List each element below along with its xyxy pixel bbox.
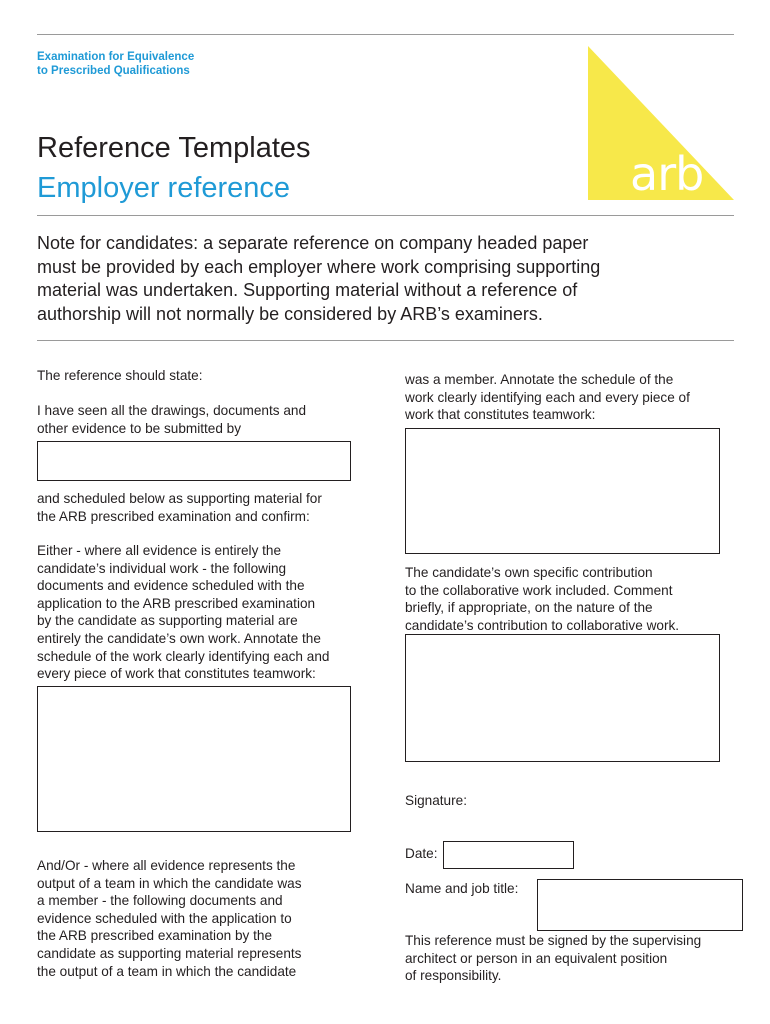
scheduled-line: and scheduled below as supporting material for [37, 491, 322, 506]
member-statement [405, 371, 690, 424]
signing-note-line: This reference must be signed by the supervising [405, 933, 702, 948]
signing-note [405, 932, 701, 985]
seen-line: other evidence to be submitted by [37, 420, 242, 436]
either-line: candidate’s individual work - the following [37, 560, 287, 576]
either-line: by the candidate as supporting material are [37, 613, 298, 629]
name-title-label: Name and job title: [405, 881, 519, 896]
note-line: Note for candidates: a separate reference on company headed paper [37, 233, 589, 253]
page-title: Reference Templates [37, 132, 311, 164]
seen-statement [37, 402, 306, 437]
andor-line: the output of a team in which the candidate [37, 963, 297, 979]
andor-line: evidence scheduled with the application to [37, 910, 292, 926]
signing-note-line: of responsibility. [405, 968, 502, 984]
either-line: Either - where all evidence is entirely the [37, 543, 282, 558]
teamwork-schedule-field[interactable] [405, 428, 720, 554]
date-field[interactable] [443, 841, 574, 869]
scheduled-line: the ARB prescribed examination and confirm: [37, 508, 310, 524]
member-line: work that constitutes teamwork: [405, 407, 596, 423]
contribution-line: candidate’s contribution to collaborative work. [405, 617, 680, 633]
logo-text: arb [630, 147, 704, 200]
reference-intro: The reference should state: [37, 368, 203, 383]
andor-line: output of a team in which the candidate was [37, 875, 302, 891]
page-subheading: Employer reference [37, 172, 291, 204]
andor-line: And/Or - where all evidence represents the [37, 858, 296, 873]
arb-logo [588, 46, 734, 200]
andor-line: a member - the following documents and [37, 893, 283, 909]
signing-note-line: architect or person in an equivalent position [405, 950, 668, 966]
signature-label: Signature: [405, 793, 467, 808]
candidate-name-field[interactable] [37, 441, 351, 481]
top-divider [37, 34, 734, 35]
exam-subtitle [37, 50, 194, 78]
either-line: entirely the candidate’s own work. Annotate the [37, 630, 321, 646]
exam-subtitle-line2: to Prescribed Qualifications [37, 65, 190, 77]
either-line: documents and evidence scheduled with the [37, 578, 305, 594]
contribution-line: briefly, if appropriate, on the nature of the [405, 600, 653, 616]
exam-subtitle-line1: Examination for Equivalence [37, 51, 195, 63]
either-line: every piece of work that constitutes teamwork: [37, 666, 316, 682]
note-divider [37, 340, 734, 341]
contribution-statement [405, 564, 679, 634]
candidate-note [37, 232, 734, 326]
seen-line: I have seen all the drawings, documents and [37, 403, 307, 418]
member-line: was a member. Annotate the schedule of the [405, 372, 674, 387]
member-line: work clearly identifying each and every piece of [405, 389, 690, 405]
andor-line: the ARB prescribed examination by the [37, 928, 273, 944]
title-divider [37, 215, 734, 216]
either-line: application to the ARB prescribed examination [37, 595, 316, 611]
name-title-field[interactable] [537, 879, 743, 931]
andor-statement [37, 857, 302, 980]
contribution-line: The candidate’s own specific contribution [405, 565, 653, 580]
scheduled-statement [37, 490, 322, 525]
date-label: Date: [405, 846, 438, 861]
either-line: schedule of the work clearly identifying each and [37, 648, 330, 664]
note-line: authorship will not normally be considered by ARB’s examiners. [37, 303, 543, 324]
contribution-line: to the collaborative work included. Comment [405, 582, 673, 598]
note-line: must be provided by each employer where work comprising supporting [37, 256, 601, 277]
individual-work-schedule-field[interactable] [37, 686, 351, 832]
either-statement [37, 542, 329, 683]
andor-line: candidate as supporting material represents [37, 945, 302, 961]
note-line: material was undertaken. Supporting material without a reference of [37, 280, 578, 300]
contribution-field[interactable] [405, 634, 720, 762]
